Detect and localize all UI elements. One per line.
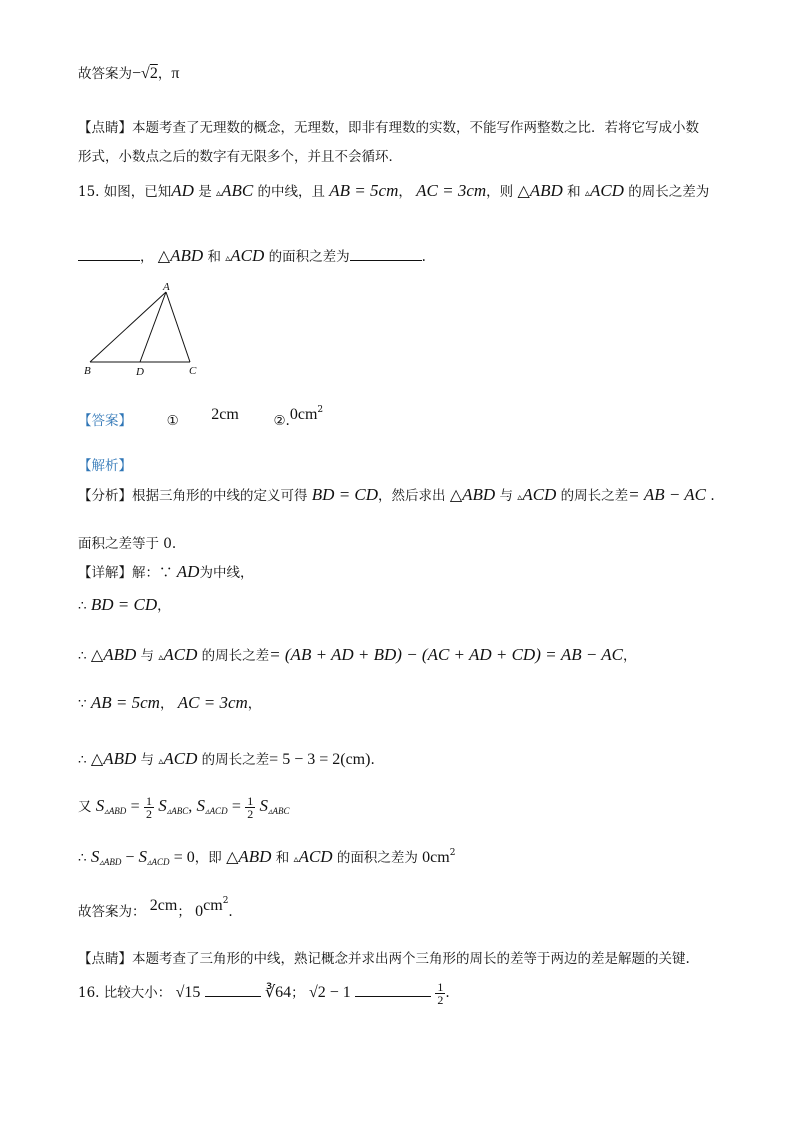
text: 和 xyxy=(567,184,581,200)
answer-value-1: 2cm xyxy=(211,406,239,423)
question-number: 16. xyxy=(78,985,100,1001)
denominator: 2 xyxy=(437,993,444,1007)
text: ，即 xyxy=(194,850,222,866)
math: ACD xyxy=(163,645,198,664)
text: ， xyxy=(140,249,154,265)
math: = xyxy=(231,798,241,815)
math: = xyxy=(130,798,140,815)
math: S xyxy=(95,796,105,815)
math: AC = 3cm xyxy=(416,181,487,200)
separator: ， xyxy=(157,66,172,82)
question-15 xyxy=(78,180,709,201)
text: . xyxy=(710,488,715,504)
denominator: 2 xyxy=(145,807,152,821)
label-b: B xyxy=(84,365,91,377)
text: ； xyxy=(291,985,305,1001)
dianjing-14 xyxy=(78,116,699,136)
text: . xyxy=(228,904,233,920)
math: ACD xyxy=(163,749,198,768)
triangle-symbol: △ xyxy=(157,248,171,265)
math: ABD xyxy=(170,246,204,265)
separator: , xyxy=(188,798,193,815)
therefore-symbol: ∴ xyxy=(78,648,87,664)
text: 如图，已知 xyxy=(103,184,172,200)
tag: 【详解】 xyxy=(78,565,132,581)
text: 解：∵ xyxy=(132,565,173,581)
answer-blank-1[interactable] xyxy=(205,984,261,997)
math: ABD xyxy=(103,645,137,664)
tag: 【分析】 xyxy=(78,488,132,504)
question-number: 15. xyxy=(78,184,100,200)
label-d: D xyxy=(136,366,144,378)
triangle-symbol: △ xyxy=(449,487,463,504)
text: 和 xyxy=(207,249,221,265)
triangle-figure xyxy=(80,280,210,380)
text: 的周长之差为 xyxy=(628,184,710,200)
math: ABD xyxy=(462,485,496,504)
triangle-symbol: ▵ xyxy=(517,492,523,503)
jiexi-tag: 【解析】 xyxy=(78,458,132,474)
detail-6 xyxy=(78,795,290,820)
math: 2cm xyxy=(149,897,178,914)
numerator: 1 xyxy=(437,980,444,994)
subscript: ▵ABD xyxy=(104,806,127,816)
triangle-symbol: △ xyxy=(90,751,104,768)
answer-tag: 【答案】 xyxy=(78,413,132,429)
triangle-symbol: ▵ xyxy=(158,652,164,663)
text: ，然后求出 xyxy=(378,488,446,504)
therefore-symbol: ∴ xyxy=(78,598,87,614)
math: S xyxy=(138,847,147,866)
text: . xyxy=(445,985,450,1001)
text: 与 xyxy=(140,648,155,664)
text: ， xyxy=(159,696,174,712)
text: ， xyxy=(157,598,171,614)
text: 与 xyxy=(140,752,155,768)
text: ， xyxy=(398,184,412,200)
minus-sign: − xyxy=(132,65,142,82)
tag: 【点睛】 xyxy=(78,951,132,967)
math: = (AB + AD + BD) − (AC + AD + CD) = AB − AC xyxy=(269,645,624,664)
math: AD xyxy=(176,562,200,581)
text: 的面积之差为 xyxy=(268,249,350,265)
circle-2: ②. xyxy=(273,413,290,429)
text: 的周长之差 xyxy=(201,648,270,664)
subscript: ▵ABC xyxy=(166,806,189,816)
text: 的面积之差为 xyxy=(336,850,418,866)
exponent: 2 xyxy=(222,896,229,906)
math: 0 xyxy=(195,903,204,920)
math: ∛64 xyxy=(264,984,292,1001)
therefore-symbol: ∴ xyxy=(78,752,87,768)
answer-section xyxy=(78,405,324,430)
detail-7 xyxy=(78,846,455,868)
text: 是 xyxy=(198,184,212,200)
label-a: A xyxy=(163,281,170,293)
math: AB = 5cm xyxy=(329,181,399,200)
therefore-symbol: ∴ xyxy=(78,850,87,866)
text: 本题考查了三角形的中线，熟记概念并求出两个三角形的周长的差等于两边的差是解题的关键. xyxy=(132,951,690,967)
tag: 【点睛】 xyxy=(78,120,132,136)
math: S xyxy=(158,796,167,815)
circle-1: ① xyxy=(166,413,179,429)
text: 的周长之差 xyxy=(560,488,629,504)
text: . xyxy=(421,249,426,265)
dianjing-14-cont xyxy=(78,145,402,165)
math: = 0 xyxy=(173,849,195,866)
math: ABD xyxy=(529,181,563,200)
side-ab xyxy=(90,292,166,362)
fenxi-cont: 面积之差等于 0. xyxy=(78,536,177,552)
math: = 5 − 3 = 2(cm) xyxy=(269,751,371,768)
detail-2 xyxy=(78,594,171,615)
fraction-half xyxy=(144,795,154,820)
exponent: 2 xyxy=(449,848,456,858)
text: 和 xyxy=(275,850,290,866)
label-c: C xyxy=(189,365,197,377)
triangle-symbol: △ xyxy=(517,183,530,200)
question-15-blanks xyxy=(78,245,426,266)
math: S xyxy=(196,796,206,815)
math: S xyxy=(259,796,268,815)
triangle-symbol: ▵ xyxy=(584,188,590,199)
math: ABD xyxy=(238,847,272,866)
text: 形式，小数点之后的数字有无限多个，并且不会循环． xyxy=(78,149,402,165)
math: ACD xyxy=(230,246,265,265)
text: ， xyxy=(623,648,637,664)
text: 本题考查了无理数的概念，无理数，即非有理数的实数，不能写作两整数之比．若将它写成小数 xyxy=(132,120,699,136)
answer-value-2: 0cm xyxy=(289,406,318,423)
text: 比较大小： xyxy=(103,985,172,1001)
math: √15 xyxy=(175,984,201,1001)
math: ABD xyxy=(103,749,137,768)
subscript: ▵ABD xyxy=(99,857,122,867)
unit: cm xyxy=(430,849,450,866)
math: √2 − 1 xyxy=(308,984,351,1001)
text: 又 xyxy=(78,799,92,815)
numerator: 1 xyxy=(247,794,254,808)
sqrt-sign: √ xyxy=(141,65,150,82)
subscript: ▵ACD xyxy=(205,806,228,816)
fraction-half xyxy=(245,795,255,820)
math: 0 xyxy=(422,849,431,866)
because-symbol: ∵ xyxy=(78,696,87,712)
math: − xyxy=(121,849,139,866)
subscript: ▵ACD xyxy=(146,857,170,867)
detail-1 xyxy=(78,561,253,582)
text: 的周长之差 xyxy=(201,752,270,768)
triangle-symbol: △ xyxy=(226,849,239,866)
denominator: 2 xyxy=(247,807,254,821)
dianjing-15 xyxy=(78,947,690,967)
text: ； xyxy=(177,904,191,920)
unit: cm xyxy=(203,897,223,914)
text: 故答案为 xyxy=(78,66,132,82)
answer-blank-2[interactable] xyxy=(355,984,431,997)
text: ，则 xyxy=(486,184,514,200)
final-answer xyxy=(78,896,233,921)
triangle-symbol: ▵ xyxy=(216,188,222,199)
text: 根据三角形的中线的定义可得 xyxy=(132,488,308,504)
detail-3 xyxy=(78,644,637,665)
radicand: 2 xyxy=(149,65,158,82)
answer-line-14 xyxy=(78,62,179,83)
triangle-symbol: △ xyxy=(90,647,104,664)
exponent: 2 xyxy=(317,405,324,415)
math: AB = 5cm xyxy=(90,693,160,712)
math: = AB − AC xyxy=(628,485,707,504)
triangle-symbol: ▵ xyxy=(158,756,164,767)
math: AC = 3cm xyxy=(177,693,248,712)
fraction-half xyxy=(435,981,445,1006)
math: AD xyxy=(171,181,194,200)
median-ad xyxy=(140,292,166,362)
triangle-symbol: ▵ xyxy=(293,854,299,865)
numerator: 1 xyxy=(145,794,152,808)
subscript: ▵ABC xyxy=(268,806,290,816)
triangle-symbol: ▵ xyxy=(225,253,231,264)
pi-symbol: π xyxy=(171,65,180,82)
detail-4 xyxy=(78,692,261,713)
side-ac xyxy=(166,292,190,362)
question-16 xyxy=(78,981,450,1006)
math: S xyxy=(90,847,100,866)
text: 的中线，且 xyxy=(257,184,325,200)
text: 故答案为： xyxy=(78,904,146,920)
text: ， xyxy=(247,696,262,712)
math: ACD xyxy=(589,181,624,200)
math: BD = CD xyxy=(311,485,379,504)
text: 为中线， xyxy=(199,565,254,581)
text: . xyxy=(370,752,375,768)
answer-blank-2[interactable] xyxy=(350,248,422,261)
math: ACD xyxy=(522,485,557,504)
text: 与 xyxy=(499,488,513,504)
answer-blank-1[interactable] xyxy=(78,248,140,261)
math: ABC xyxy=(221,181,254,200)
math: ACD xyxy=(298,847,333,866)
detail-5 xyxy=(78,748,375,769)
math: BD = CD xyxy=(90,595,158,614)
fenxi xyxy=(78,484,715,505)
